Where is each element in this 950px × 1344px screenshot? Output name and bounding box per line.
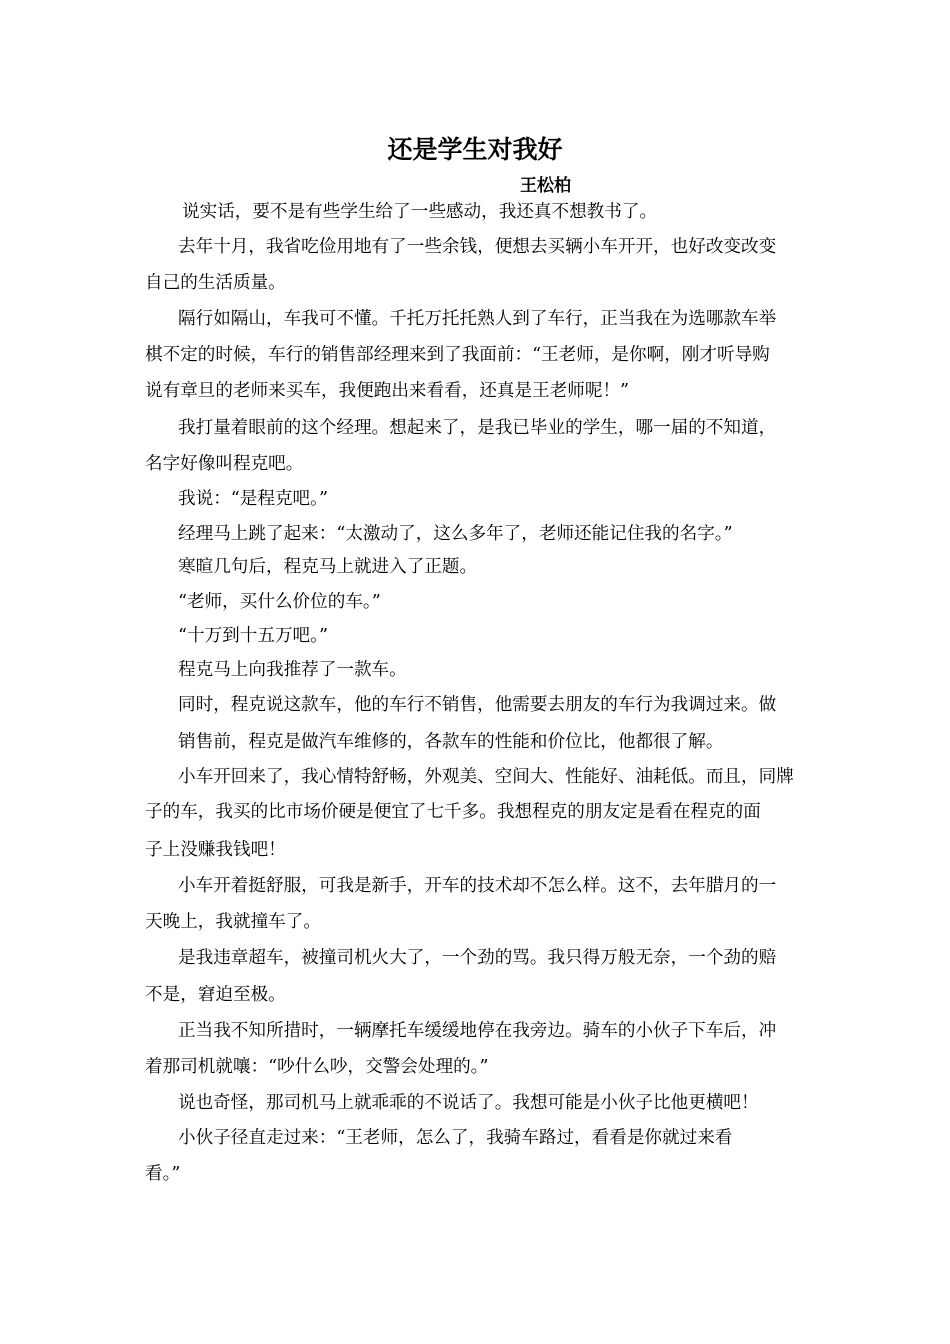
text-line: 我说：“是程克吧。” (178, 489, 328, 509)
text-line: “十万到十五万吧。” (178, 626, 328, 646)
text-line: “老师，买什么价位的车。” (178, 592, 381, 612)
text-line: 天晚上，我就撞车了。 (145, 912, 321, 932)
text-line: 说也奇怪，那司机马上就乖乖的不说话了。我想可能是小伙子比他更横吧！ (178, 1093, 759, 1113)
text-line: 隔行如隔山，车我可不懂。千托万托托熟人到了车行，正当我在为选哪款车举 (178, 309, 777, 329)
text-line: 小车开回来了，我心情特舒畅，外观美、空间大、性能好、油耗低。而且，同牌 (178, 767, 794, 787)
text-line: 小车开着挺舒服，可我是新手，开车的技术却不怎么样。这不，去年腊月的一 (178, 876, 777, 896)
text-line: 同时，程克说这款车，他的车行不销售，他需要去朋友的车行为我调过来。做 (178, 695, 777, 715)
text-line: 看。” (145, 1164, 181, 1184)
text-line: 程克马上向我推荐了一款车。 (178, 660, 407, 680)
text-line: 去年十月，我省吃俭用地有了一些余钱，便想去买辆小车开开，也好改变改变 (178, 237, 777, 257)
document-title: 还是学生对我好 (387, 135, 563, 164)
text-line: 说实话，要不是有些学生给了一些感动，我还真不想教书了。 (182, 202, 658, 222)
text-line: 说有章旦的老师来买车，我便跑出来看看，还真是王老师呢！” (145, 381, 630, 401)
text-line: 棋不定的时候，车行的销售部经理来到了我面前：“王老师，是你啊，刚才听导购 (145, 345, 770, 365)
text-line: 正当我不知所措时，一辆摩托车缓缓地停在我旁边。骑车的小伙子下车后，冲 (178, 1021, 777, 1041)
text-line: 销售前，程克是做汽车维修的，各款车的性能和价位比，他都很了解。 (178, 732, 724, 752)
text-line: 小伙子径直走过来：“王老师，怎么了，我骑车路过，看看是你就过来看 (178, 1128, 733, 1148)
text-line: 寒暄几句后，程克马上就进入了正题。 (178, 557, 478, 577)
text-line: 不是，窘迫至极。 (145, 985, 286, 1005)
text-line: 自己的生活质量。 (145, 273, 286, 293)
text-line: 子上没赚我钱吧！ (145, 840, 286, 860)
text-line: 是我违章超车，被撞司机火大了，一个劲的骂。我只得万般无奈，一个劲的赔 (178, 948, 777, 968)
text-line: 名字好像叫程克吧。 (145, 454, 304, 474)
text-line: 着那司机就嚷：“吵什么吵，交警会处理的。” (145, 1057, 489, 1077)
text-line: 我打量着眼前的这个经理。想起来了，是我已毕业的学生，哪一届的不知道， (178, 418, 777, 438)
text-line: 经理马上跳了起来：“太激动了，这么多年了，老师还能记住我的名字。” (178, 524, 733, 544)
document-author: 王松柏 (520, 176, 571, 196)
text-line: 子的车，我买的比市场价硬是便宜了七千多。我想程克的朋友定是看在程克的面 (145, 802, 761, 822)
